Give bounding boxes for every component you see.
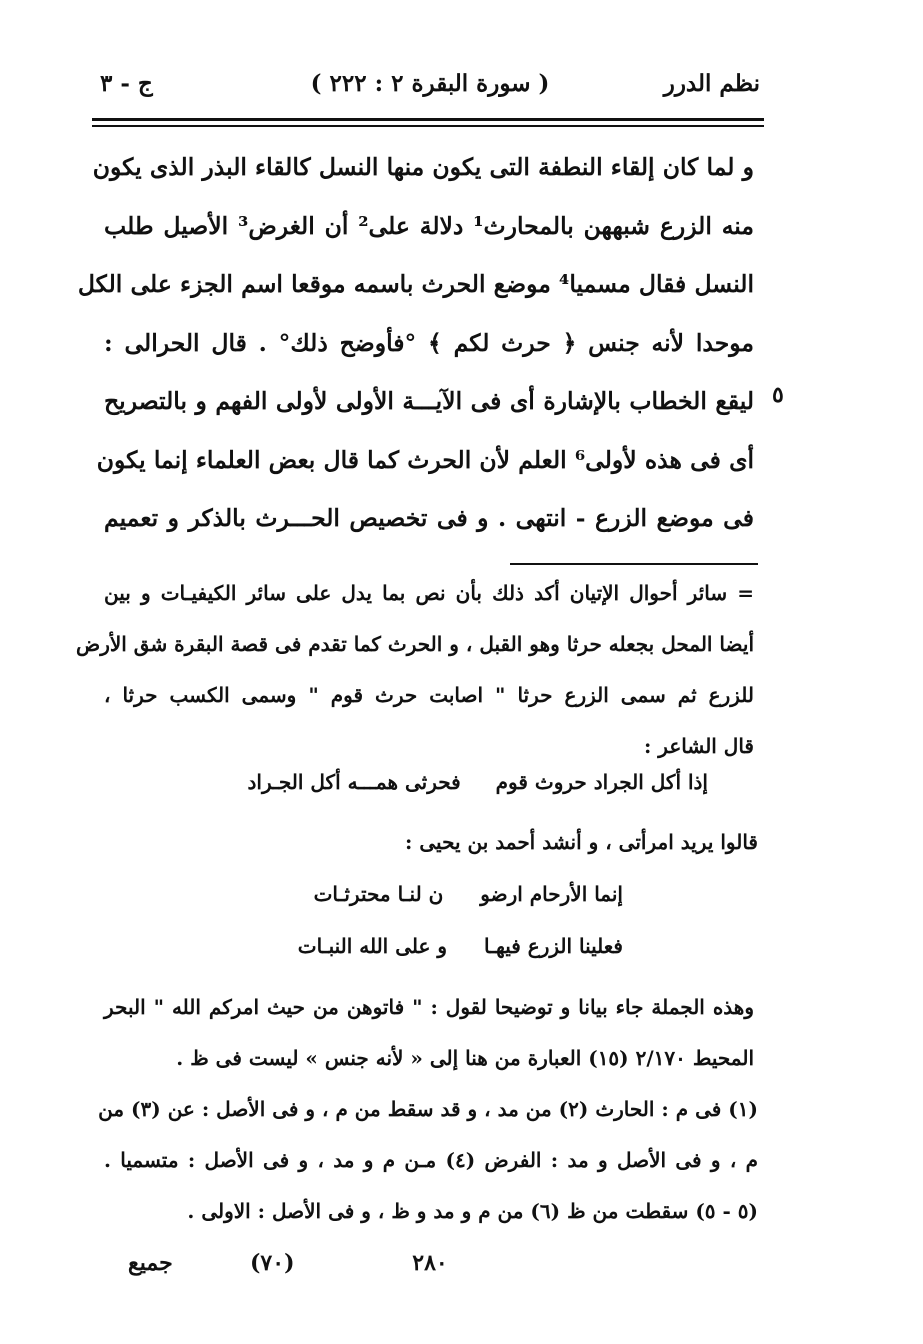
main-text-line: أى فى هذه لأولى⁶ العلم لأن الحرث كما قال بعض العلماء إنما يكون	[96, 445, 754, 474]
signature-mark: (٧٠)	[250, 1250, 295, 1276]
footnote-line: م ، و فى الأصل و مد : الفرض (٤) مـن م و مد ، و فى الأصل : متسميا .	[104, 1148, 759, 1172]
editor-note-closing	[104, 982, 754, 1084]
after-verse-line: قالوا يريد امرأتى ، و أنشد أحمد بن يحيى :	[405, 830, 758, 854]
poem-verse-1	[248, 770, 708, 794]
footnotes	[98, 1084, 759, 1237]
main-text-line: ليقع الخطاب بالإشارة أى فى الآيـــة الأولى لأولى الفهم و بالتصريح	[104, 387, 754, 415]
main-text-line: موحدا لأنه جنس ﴿ حرث لكم ﴾ °فأوضح ذلك° . قال الحرالى :	[104, 328, 754, 357]
book-title: نظم الدرر	[663, 70, 760, 97]
note-line: = سائر أحوال الإتيان أكد ذلك بأن نص بما يدل على سائر الكيفيـات و بين	[104, 581, 754, 605]
line-number-marker: ٥	[772, 382, 784, 408]
main-text	[77, 138, 754, 548]
verse-hemistich: و على الله النبـات	[297, 934, 448, 958]
verse-hemistich: إنما الأرحام ارضو	[480, 882, 623, 906]
note-line: المحيط ٢/١٧٠ (١٥) العبارة من هنا إلى « لأنه جنس » ليست فى ظ .	[176, 1046, 754, 1070]
main-text-line: النسل فقال مسميا⁴ موضع الحرث باسمه موقعا اسم الجزء على الكل	[77, 270, 754, 298]
footnote-line: (٥ - ٥) سقطت من ظ (٦) من م و مد و ظ ، و فى الأصل : الاولى .	[187, 1199, 758, 1223]
note-line: للزرع ثم سمى الزرع حرثا " اصابت حرث قوم " وسمى الكسب حرثا ،	[104, 683, 754, 707]
poem-verse-2b	[298, 934, 623, 958]
verse-hemistich: فعلينا الزرع فيهـا	[484, 934, 623, 958]
page-footer	[100, 1250, 760, 1290]
main-text-line: و لما كان إلقاء النطفة التى يكون منها النسل كالقاء البذر الذى يكون	[92, 153, 754, 181]
note-line: قال الشاعر :	[643, 734, 754, 758]
verse-hemistich: فحرثى همـــه أكل الجـراد	[247, 770, 461, 794]
surah-reference: ( سورة البقرة ٢ : ٢٢٢ )	[310, 70, 550, 97]
main-text-line: منه الزرع شبههن بالمحارث¹ دلالة على² أن الغرض³ الأصيل طلب	[104, 211, 754, 240]
verse-hemistich: ن لنـا محترثـات	[313, 882, 444, 906]
verse-hemistich: إذا أكل الجراد حروث قوم	[495, 770, 708, 794]
editor-note	[76, 568, 754, 772]
note-line: وهذه الجملة جاء بيانا و توضيحا لقول : " فاتوهن من حيث امركم الله " البحر	[104, 995, 754, 1019]
main-text-line: فى موضع الزرع - انتهى . و فى تخصيص الحـــرث بالذكر و تعميم	[104, 504, 754, 532]
notes-separator-rule	[510, 563, 758, 565]
note-line: أيضا المحل بجعله حرثا وهو القبل ، و الحرث كما تقدم فى قصة البقرة شق الأرض	[76, 632, 754, 656]
poem-verse-2a	[314, 882, 623, 906]
running-head	[100, 64, 760, 104]
header-rule-thin	[92, 125, 764, 127]
catchword: جميع	[128, 1250, 173, 1276]
page-number: ٢٨٠	[412, 1250, 448, 1276]
part-number: ج - ٣	[100, 70, 153, 97]
footnote-line: (١) فى م : الحارث (٢) من مد ، و قد سقط من م ، و فى الأصل : عن (٣) من	[98, 1097, 758, 1121]
header-rule-thick	[92, 118, 764, 121]
